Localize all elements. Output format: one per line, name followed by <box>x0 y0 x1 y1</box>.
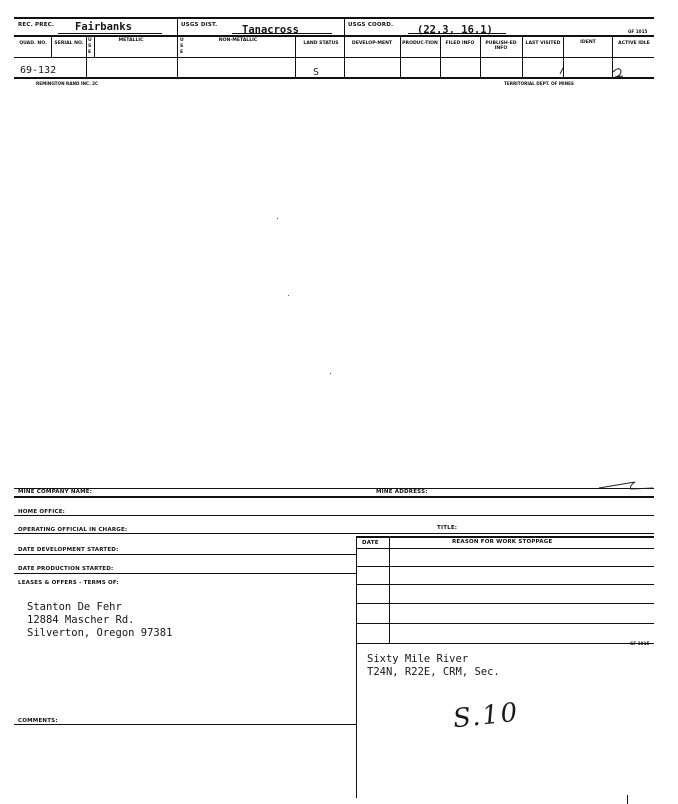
printer-line: REMINGTON RAND INC. 2C <box>36 81 99 86</box>
col-published-info: PUBLISH-ED INFO <box>485 41 517 51</box>
divider <box>295 35 296 77</box>
divider <box>389 536 390 644</box>
card-top-rule <box>14 17 654 19</box>
form-rule <box>14 515 654 516</box>
form-rule <box>14 724 356 725</box>
col-production: PRODUC-TION <box>402 41 438 46</box>
owner-city: Silverton, Oregon 97381 <box>27 627 173 639</box>
date-production-label: DATE PRODUCTION STARTED: <box>18 566 114 572</box>
quad-no-value: 69-132 <box>20 65 57 76</box>
scan-speck <box>277 218 278 219</box>
col-serial-no: SERIAL NO. <box>54 41 84 46</box>
col-land-status: LAND STATUS <box>303 41 339 46</box>
rec-prec-underline <box>58 33 162 34</box>
stoppage-row-rule <box>356 603 654 604</box>
dept-line: TERRITORIAL DEPT. OF MINES <box>504 81 574 86</box>
col-last-visited: LAST VISITED <box>525 41 561 46</box>
col-nonmetallic-code-3: E <box>180 50 184 55</box>
col-metallic-code-2: S <box>88 44 92 49</box>
scan-speck <box>288 295 289 296</box>
divider <box>522 35 523 77</box>
rec-prec-value: Fairbanks <box>75 21 132 33</box>
stoppage-row-rule <box>356 548 654 549</box>
handwritten-section-note: S.10 <box>451 697 521 735</box>
col-filed-info: FILED INFO <box>445 41 475 46</box>
col-nonmetallic-code-1: U <box>180 38 184 43</box>
location-township: T24N, R22E, CRM, Sec. <box>367 666 500 678</box>
stoppage-row-rule <box>356 643 654 644</box>
col-ident: IDENT <box>580 40 596 45</box>
col-nonmetallic: NON-METALLIC <box>218 38 258 43</box>
location-river: Sixty Mile River <box>367 653 469 665</box>
rec-prec-label: REC. PREC. <box>18 22 55 28</box>
col-metallic-code-3: E <box>88 50 92 55</box>
edge-mark <box>627 795 628 804</box>
owner-street: 12884 Mascher Rd. <box>27 614 135 626</box>
col-active-idle: ACTIVE IDLE <box>618 41 650 46</box>
form-rule <box>14 554 356 555</box>
title-label: TITLE: <box>437 525 458 531</box>
divider <box>51 35 52 57</box>
date-development-label: DATE DEVELOPMENT STARTED: <box>18 547 119 553</box>
usgs-dist-value: Tanacross <box>242 24 299 36</box>
col-metallic: METALLIC <box>118 38 144 43</box>
card-column-rule <box>14 57 654 58</box>
mine-company-name-label: MINE COMPANY NAME: <box>18 489 93 495</box>
scan-speck <box>330 373 331 374</box>
stoppage-row-rule <box>356 566 654 567</box>
stoppage-date-header: DATE <box>362 540 379 546</box>
col-quad-no: QUAD. NO. <box>19 41 47 46</box>
form-code: GF 1015 <box>628 29 648 34</box>
divider <box>440 35 441 77</box>
divider <box>356 644 357 798</box>
owner-name: Stanton De Fehr <box>27 601 122 613</box>
col-development: DEVELOP-MENT <box>351 41 393 46</box>
owner-address <box>27 601 172 640</box>
mine-address-label: MINE ADDRESS: <box>376 489 428 495</box>
stoppage-table-top <box>356 536 654 538</box>
form-top-rule <box>14 488 654 489</box>
divider <box>94 35 95 57</box>
location-block <box>367 653 500 679</box>
divider <box>400 35 401 77</box>
land-status-value: S <box>313 67 320 78</box>
usgs-coord-value: (22.3, 16.1) <box>417 24 493 36</box>
stoppage-row-rule <box>356 623 654 624</box>
form-rule <box>14 533 654 534</box>
operating-official-label: OPERATING OFFICIAL IN CHARGE: <box>18 527 128 533</box>
divider <box>86 35 87 77</box>
card-corner-mark <box>595 476 657 492</box>
usgs-dist-label: USGS DIST. <box>181 22 218 28</box>
home-office-label: HOME OFFICE: <box>18 509 66 515</box>
usgs-coord-label: USGS COORD. <box>348 22 394 28</box>
stoppage-row-rule <box>356 584 654 585</box>
handwritten-marks <box>555 62 635 80</box>
col-nonmetallic-code-2: S <box>180 44 184 49</box>
form-rule <box>14 496 654 498</box>
divider <box>356 536 357 644</box>
divider <box>480 35 481 77</box>
stoppage-reason-header: REASON FOR WORK STOPPAGE <box>452 539 553 545</box>
col-metallic-code-1: U <box>88 38 92 43</box>
usgs-coord-underline <box>408 33 506 34</box>
divider <box>177 17 178 77</box>
card-header-rule <box>14 35 654 37</box>
leases-label: LEASES & OFFERS - TERMS OF: <box>18 580 119 586</box>
lower-form-code: GF 1015 <box>630 641 650 646</box>
divider <box>344 17 345 77</box>
form-rule <box>14 573 356 574</box>
comments-label: COMMENTS: <box>18 718 58 724</box>
usgs-dist-underline <box>232 33 332 34</box>
